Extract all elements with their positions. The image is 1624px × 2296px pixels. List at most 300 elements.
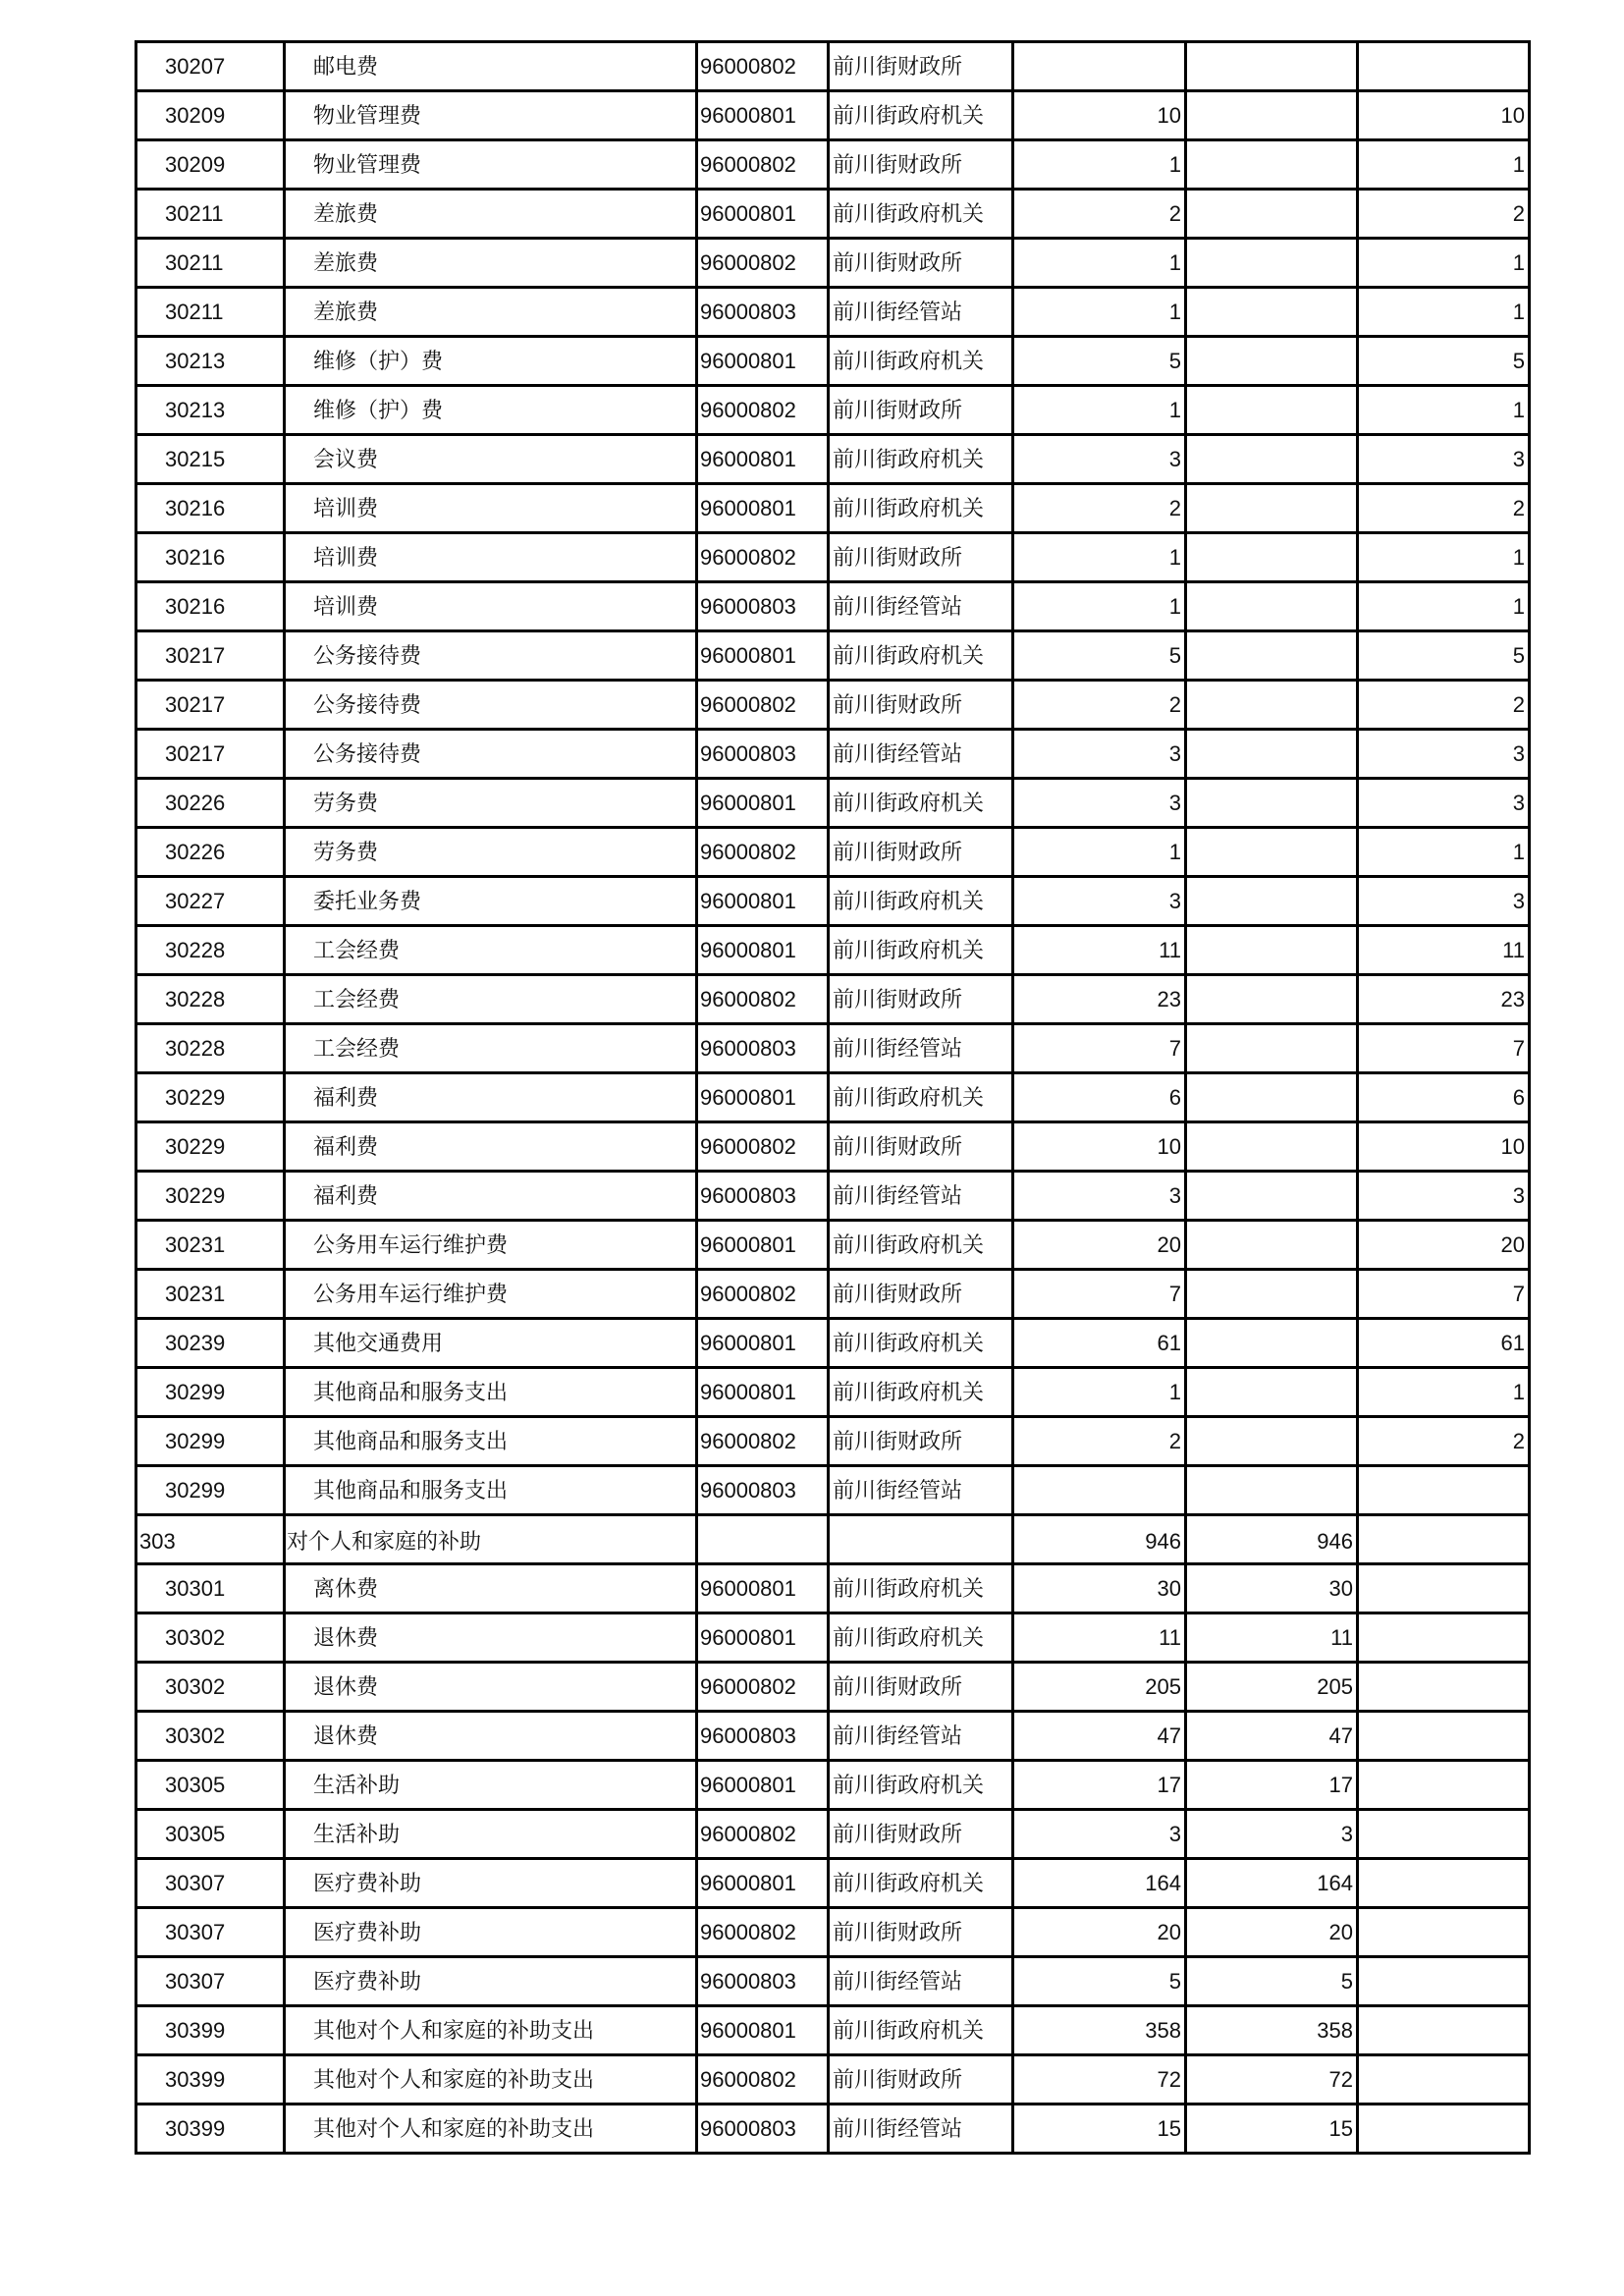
unit-name-cell — [829, 190, 1013, 239]
total-amount-text: 1 — [1168, 397, 1181, 422]
economic-class-code-cell — [136, 582, 285, 631]
total-amount-text: 10 — [1157, 102, 1181, 128]
table-row — [136, 1024, 1530, 1073]
project-expenditure-cell — [1358, 1073, 1530, 1122]
project-expenditure-cell — [1358, 1613, 1530, 1663]
total-amount-text: 30 — [1157, 1575, 1181, 1601]
economic-class-name-cell — [285, 288, 697, 337]
project-expenditure-cell — [1358, 828, 1530, 877]
unit-code-cell — [697, 288, 829, 337]
total-amount-cell — [1013, 42, 1186, 91]
unit-name-cell — [829, 484, 1013, 533]
table-row — [136, 1221, 1530, 1270]
economic-class-name-cell — [285, 2105, 697, 2154]
economic-class-name-cell — [285, 91, 697, 140]
economic-class-name-text: 对个人和家庭的补助 — [287, 1528, 482, 1554]
unit-name-cell — [829, 1515, 1013, 1564]
unit-name-text: 前川街财政所 — [833, 1673, 963, 1699]
economic-class-name-text: 退休费 — [313, 1722, 379, 1748]
total-amount-text: 7 — [1168, 1281, 1181, 1306]
unit-name-text: 前川街财政所 — [833, 1919, 963, 1944]
basic-expenditure-cell — [1186, 140, 1358, 190]
basic-expenditure-cell — [1186, 582, 1358, 631]
unit-code-text: 96000802 — [700, 986, 796, 1011]
total-amount-text: 358 — [1145, 2017, 1181, 2043]
economic-class-name-cell — [285, 1564, 697, 1613]
total-amount-cell — [1013, 828, 1186, 877]
economic-class-name-text: 差旅费 — [313, 249, 379, 275]
basic-expenditure-cell — [1186, 779, 1358, 828]
unit-name-text: 前川街财政所 — [833, 1428, 963, 1453]
project-expenditure-cell — [1358, 1270, 1530, 1319]
unit-code-text: 96000803 — [700, 1968, 796, 1994]
unit-name-cell — [829, 730, 1013, 779]
unit-name-text: 前川街政府机关 — [833, 1231, 985, 1257]
table-row — [136, 681, 1530, 730]
project-expenditure-text: 2 — [1512, 200, 1525, 226]
unit-name-cell — [829, 1613, 1013, 1663]
project-expenditure-cell — [1358, 337, 1530, 386]
unit-name-cell — [829, 1564, 1013, 1613]
basic-expenditure-cell — [1186, 91, 1358, 140]
section-row — [136, 1515, 1530, 1564]
total-amount-cell — [1013, 779, 1186, 828]
total-amount-cell — [1013, 1957, 1186, 2006]
economic-class-code-text: 30399 — [165, 2066, 226, 2092]
project-expenditure-cell — [1358, 730, 1530, 779]
unit-name-text: 前川街政府机关 — [833, 937, 985, 962]
unit-name-text: 前川街政府机关 — [833, 1575, 985, 1601]
unit-code-text: 96000802 — [700, 397, 796, 422]
total-amount-text: 47 — [1157, 1722, 1181, 1748]
table-row — [136, 1663, 1530, 1712]
project-expenditure-cell — [1358, 1417, 1530, 1466]
total-amount-text: 10 — [1157, 1133, 1181, 1159]
basic-expenditure-cell — [1186, 337, 1358, 386]
unit-name-cell — [829, 1024, 1013, 1073]
unit-code-cell — [697, 2055, 829, 2105]
total-amount-cell — [1013, 1270, 1186, 1319]
economic-class-name-cell — [285, 1908, 697, 1957]
economic-class-code-text: 30399 — [165, 2115, 226, 2141]
table-row — [136, 582, 1530, 631]
unit-code-text: 96000802 — [700, 249, 796, 275]
economic-class-code-text: 30299 — [165, 1428, 226, 1453]
total-amount-cell — [1013, 1368, 1186, 1417]
unit-name-cell — [829, 386, 1013, 435]
basic-expenditure-cell — [1186, 1613, 1358, 1663]
project-expenditure-cell — [1358, 1761, 1530, 1810]
unit-code-text: 96000801 — [700, 937, 796, 962]
unit-code-text: 96000802 — [700, 544, 796, 570]
basic-expenditure-cell — [1186, 1761, 1358, 1810]
project-expenditure-text: 1 — [1512, 839, 1525, 864]
table-row — [136, 1417, 1530, 1466]
basic-expenditure-text: 164 — [1317, 1870, 1353, 1895]
project-expenditure-cell — [1358, 2105, 1530, 2154]
economic-class-name-text: 培训费 — [313, 544, 379, 570]
total-amount-text: 1 — [1168, 1379, 1181, 1404]
total-amount-text: 20 — [1157, 1919, 1181, 1944]
economic-class-name-cell — [285, 1073, 697, 1122]
total-amount-cell — [1013, 533, 1186, 582]
table-row — [136, 926, 1530, 975]
economic-class-code-cell — [136, 337, 285, 386]
total-amount-text: 17 — [1157, 1772, 1181, 1797]
unit-code-text: 96000801 — [700, 1379, 796, 1404]
economic-class-code-text: 30302 — [165, 1722, 226, 1748]
unit-name-cell — [829, 1319, 1013, 1368]
economic-class-code-cell — [136, 42, 285, 91]
total-amount-text: 3 — [1168, 446, 1181, 471]
economic-class-code-text: 303 — [139, 1528, 176, 1554]
economic-class-name-cell — [285, 1221, 697, 1270]
unit-code-text: 96000803 — [700, 740, 796, 766]
project-expenditure-cell — [1358, 386, 1530, 435]
economic-class-name-text: 培训费 — [313, 593, 379, 619]
total-amount-cell — [1013, 1564, 1186, 1613]
project-expenditure-cell — [1358, 1122, 1530, 1172]
total-amount-text: 3 — [1168, 888, 1181, 913]
total-amount-text: 72 — [1157, 2066, 1181, 2092]
unit-code-cell — [697, 533, 829, 582]
basic-expenditure-text: 946 — [1317, 1528, 1353, 1554]
project-expenditure-text: 1 — [1512, 1379, 1525, 1404]
economic-class-code-cell — [136, 828, 285, 877]
economic-class-code-text: 30228 — [165, 1035, 226, 1061]
project-expenditure-cell — [1358, 681, 1530, 730]
basic-expenditure-cell — [1186, 1073, 1358, 1122]
economic-class-code-cell — [136, 1466, 285, 1515]
economic-class-code-cell — [136, 484, 285, 533]
unit-code-text: 96000802 — [700, 53, 796, 79]
project-expenditure-cell — [1358, 1810, 1530, 1859]
unit-name-cell — [829, 681, 1013, 730]
unit-code-cell — [697, 1172, 829, 1221]
unit-code-text: 96000801 — [700, 102, 796, 128]
economic-class-code-cell — [136, 1957, 285, 2006]
total-amount-cell — [1013, 1663, 1186, 1712]
table-row — [136, 2006, 1530, 2055]
table-row — [136, 1172, 1530, 1221]
total-amount-text: 2 — [1168, 1428, 1181, 1453]
unit-code-cell — [697, 1810, 829, 1859]
unit-code-cell — [697, 730, 829, 779]
unit-name-text: 前川街财政所 — [833, 691, 963, 717]
total-amount-text: 2 — [1168, 691, 1181, 717]
economic-class-name-cell — [285, 190, 697, 239]
unit-code-text: 96000801 — [700, 446, 796, 471]
unit-code-text: 96000801 — [700, 642, 796, 668]
unit-name-text: 前川街财政所 — [833, 151, 963, 177]
economic-class-name-text: 其他对个人和家庭的补助支出 — [313, 2115, 595, 2141]
unit-code-cell — [697, 337, 829, 386]
total-amount-cell — [1013, 1761, 1186, 1810]
economic-class-code-cell — [136, 1564, 285, 1613]
economic-class-name-text: 物业管理费 — [313, 151, 422, 177]
total-amount-cell — [1013, 1613, 1186, 1663]
table-row — [136, 730, 1530, 779]
economic-class-code-text: 30299 — [165, 1379, 226, 1404]
economic-class-name-text: 公务用车运行维护费 — [313, 1231, 509, 1257]
unit-name-text: 前川街财政所 — [833, 1821, 963, 1846]
table-row — [136, 140, 1530, 190]
project-expenditure-text: 1 — [1512, 249, 1525, 275]
unit-code-cell — [697, 582, 829, 631]
total-amount-cell — [1013, 1024, 1186, 1073]
total-amount-text: 2 — [1168, 200, 1181, 226]
economic-class-name-cell — [285, 1810, 697, 1859]
project-expenditure-cell — [1358, 1859, 1530, 1908]
economic-class-code-cell — [136, 1221, 285, 1270]
economic-class-name-cell — [285, 337, 697, 386]
basic-expenditure-cell — [1186, 2006, 1358, 2055]
unit-code-cell — [697, 2006, 829, 2055]
unit-code-text: 96000801 — [700, 348, 796, 373]
economic-class-name-text: 医疗费补助 — [313, 1919, 422, 1944]
economic-class-code-text: 30229 — [165, 1133, 226, 1159]
economic-class-name-cell — [285, 484, 697, 533]
project-expenditure-cell — [1358, 1368, 1530, 1417]
economic-class-name-text: 医疗费补助 — [313, 1870, 422, 1895]
unit-code-cell — [697, 1368, 829, 1417]
total-amount-text: 3 — [1168, 740, 1181, 766]
unit-name-text: 前川街财政所 — [833, 397, 963, 422]
project-expenditure-text: 11 — [1502, 937, 1525, 962]
total-amount-cell — [1013, 2055, 1186, 2105]
total-amount-cell — [1013, 877, 1186, 926]
total-amount-cell — [1013, 1515, 1186, 1564]
economic-class-code-cell — [136, 1368, 285, 1417]
unit-code-cell — [697, 1319, 829, 1368]
economic-class-code-text: 30231 — [165, 1231, 226, 1257]
unit-code-cell — [697, 140, 829, 190]
unit-code-text: 96000801 — [700, 1870, 796, 1895]
unit-name-cell — [829, 42, 1013, 91]
basic-expenditure-cell — [1186, 386, 1358, 435]
economic-class-code-text: 30228 — [165, 986, 226, 1011]
basic-expenditure-cell — [1186, 484, 1358, 533]
unit-name-cell — [829, 877, 1013, 926]
unit-code-text: 96000802 — [700, 1133, 796, 1159]
total-amount-text: 6 — [1168, 1084, 1181, 1110]
basic-expenditure-cell — [1186, 877, 1358, 926]
economic-class-code-cell — [136, 1417, 285, 1466]
basic-expenditure-cell — [1186, 1859, 1358, 1908]
unit-name-text: 前川街政府机关 — [833, 495, 985, 520]
economic-class-name-cell — [285, 140, 697, 190]
economic-class-name-text: 生活补助 — [313, 1772, 401, 1797]
unit-code-cell — [697, 1122, 829, 1172]
unit-name-cell — [829, 828, 1013, 877]
economic-class-code-cell — [136, 975, 285, 1024]
economic-class-code-cell — [136, 386, 285, 435]
economic-class-name-text: 其他商品和服务支出 — [313, 1428, 509, 1453]
total-amount-cell — [1013, 2105, 1186, 2154]
economic-class-code-cell — [136, 926, 285, 975]
economic-class-code-text: 30217 — [165, 642, 226, 668]
economic-class-name-cell — [285, 779, 697, 828]
unit-code-cell — [697, 779, 829, 828]
economic-class-name-cell — [285, 386, 697, 435]
unit-name-text: 前川街政府机关 — [833, 1772, 985, 1797]
unit-name-cell — [829, 239, 1013, 288]
unit-code-text: 96000802 — [700, 1428, 796, 1453]
table-row — [136, 91, 1530, 140]
basic-expenditure-text: 11 — [1330, 1624, 1353, 1650]
total-amount-cell — [1013, 1810, 1186, 1859]
total-amount-text: 3 — [1168, 1821, 1181, 1846]
basic-expenditure-cell — [1186, 681, 1358, 730]
basic-expenditure-cell — [1186, 1564, 1358, 1613]
basic-expenditure-text: 15 — [1328, 2115, 1353, 2141]
total-amount-cell — [1013, 288, 1186, 337]
economic-class-name-cell — [285, 239, 697, 288]
economic-class-name-text: 其他对个人和家庭的补助支出 — [313, 2017, 595, 2043]
unit-name-cell — [829, 1172, 1013, 1221]
basic-expenditure-cell — [1186, 2105, 1358, 2154]
economic-class-code-cell — [136, 239, 285, 288]
economic-class-code-cell — [136, 288, 285, 337]
unit-code-cell — [697, 1761, 829, 1810]
total-amount-cell — [1013, 1859, 1186, 1908]
economic-class-code-text: 30229 — [165, 1182, 226, 1208]
unit-name-text: 前川街财政所 — [833, 986, 963, 1011]
project-expenditure-text: 1 — [1512, 397, 1525, 422]
total-amount-text: 23 — [1157, 986, 1181, 1011]
total-amount-text: 164 — [1145, 1870, 1181, 1895]
basic-expenditure-cell — [1186, 1515, 1358, 1564]
unit-name-text: 前川街政府机关 — [833, 200, 985, 226]
economic-class-name-cell — [285, 1122, 697, 1172]
total-amount-text: 3 — [1168, 790, 1181, 815]
project-expenditure-text: 5 — [1512, 348, 1525, 373]
economic-class-name-cell — [285, 631, 697, 681]
table-row — [136, 1712, 1530, 1761]
unit-code-cell — [697, 91, 829, 140]
project-expenditure-text: 1 — [1512, 151, 1525, 177]
basic-expenditure-cell — [1186, 533, 1358, 582]
economic-class-code-cell — [136, 1024, 285, 1073]
project-expenditure-text: 1 — [1512, 544, 1525, 570]
unit-code-cell — [697, 1957, 829, 2006]
basic-expenditure-cell — [1186, 42, 1358, 91]
economic-class-code-text: 30399 — [165, 2017, 226, 2043]
economic-class-name-text: 其他商品和服务支出 — [313, 1379, 509, 1404]
unit-name-cell — [829, 1466, 1013, 1515]
unit-name-cell — [829, 1663, 1013, 1712]
basic-expenditure-cell — [1186, 1466, 1358, 1515]
table-row — [136, 828, 1530, 877]
basic-expenditure-text: 72 — [1328, 2066, 1353, 2092]
table-row — [136, 1908, 1530, 1957]
economic-class-code-cell — [136, 681, 285, 730]
unit-name-cell — [829, 1957, 1013, 2006]
economic-class-code-cell — [136, 1810, 285, 1859]
economic-class-code-cell — [136, 1613, 285, 1663]
unit-name-cell — [829, 975, 1013, 1024]
project-expenditure-text: 2 — [1512, 495, 1525, 520]
economic-class-code-text: 30211 — [165, 249, 224, 275]
unit-code-cell — [697, 1613, 829, 1663]
total-amount-text: 20 — [1157, 1231, 1181, 1257]
unit-code-text: 96000802 — [700, 839, 796, 864]
project-expenditure-cell — [1358, 877, 1530, 926]
project-expenditure-cell — [1358, 435, 1530, 484]
budget-expenditure-table — [135, 40, 1531, 2155]
economic-class-name-text: 培训费 — [313, 495, 379, 520]
basic-expenditure-cell — [1186, 975, 1358, 1024]
project-expenditure-cell — [1358, 926, 1530, 975]
unit-code-cell — [697, 1417, 829, 1466]
project-expenditure-cell — [1358, 1172, 1530, 1221]
unit-code-cell — [697, 1221, 829, 1270]
economic-class-code-cell — [136, 2105, 285, 2154]
unit-name-cell — [829, 1270, 1013, 1319]
project-expenditure-cell — [1358, 631, 1530, 681]
economic-class-name-cell — [285, 1466, 697, 1515]
basic-expenditure-cell — [1186, 2055, 1358, 2105]
economic-class-code-text: 30299 — [165, 1477, 226, 1503]
economic-class-name-cell — [285, 828, 697, 877]
project-expenditure-cell — [1358, 1564, 1530, 1613]
economic-class-code-cell — [136, 140, 285, 190]
economic-class-code-text: 30305 — [165, 1821, 226, 1846]
total-amount-cell — [1013, 1466, 1186, 1515]
total-amount-text: 5 — [1168, 642, 1181, 668]
total-amount-cell — [1013, 681, 1186, 730]
unit-name-text: 前川街经管站 — [833, 2115, 963, 2141]
economic-class-name-cell — [285, 1957, 697, 2006]
unit-code-cell — [697, 435, 829, 484]
total-amount-text: 2 — [1168, 495, 1181, 520]
economic-class-code-cell — [136, 1515, 285, 1564]
project-expenditure-cell — [1358, 1712, 1530, 1761]
economic-class-code-text: 30216 — [165, 593, 226, 619]
unit-code-cell — [697, 631, 829, 681]
economic-class-code-text: 30215 — [165, 446, 226, 471]
total-amount-text: 5 — [1168, 1968, 1181, 1994]
unit-code-text: 96000801 — [700, 1231, 796, 1257]
table-row — [136, 1564, 1530, 1613]
unit-name-text: 前川街政府机关 — [833, 1330, 985, 1355]
table-row — [136, 337, 1530, 386]
unit-code-text: 96000803 — [700, 2115, 796, 2141]
unit-name-text: 前川街财政所 — [833, 53, 963, 79]
unit-code-cell — [697, 877, 829, 926]
unit-name-text: 前川街政府机关 — [833, 642, 985, 668]
unit-name-cell — [829, 2006, 1013, 2055]
total-amount-cell — [1013, 239, 1186, 288]
table-row — [136, 1122, 1530, 1172]
economic-class-code-cell — [136, 1859, 285, 1908]
unit-name-cell — [829, 435, 1013, 484]
economic-class-name-cell — [285, 2006, 697, 2055]
total-amount-text: 61 — [1157, 1330, 1181, 1355]
total-amount-cell — [1013, 190, 1186, 239]
economic-class-name-cell — [285, 1515, 697, 1564]
unit-code-text: 96000801 — [700, 1575, 796, 1601]
total-amount-cell — [1013, 1172, 1186, 1221]
basic-expenditure-cell — [1186, 1319, 1358, 1368]
unit-code-cell — [697, 1712, 829, 1761]
unit-code-text: 96000801 — [700, 2017, 796, 2043]
total-amount-cell — [1013, 926, 1186, 975]
basic-expenditure-cell — [1186, 1024, 1358, 1073]
unit-name-cell — [829, 1073, 1013, 1122]
economic-class-code-cell — [136, 1122, 285, 1172]
total-amount-cell — [1013, 337, 1186, 386]
